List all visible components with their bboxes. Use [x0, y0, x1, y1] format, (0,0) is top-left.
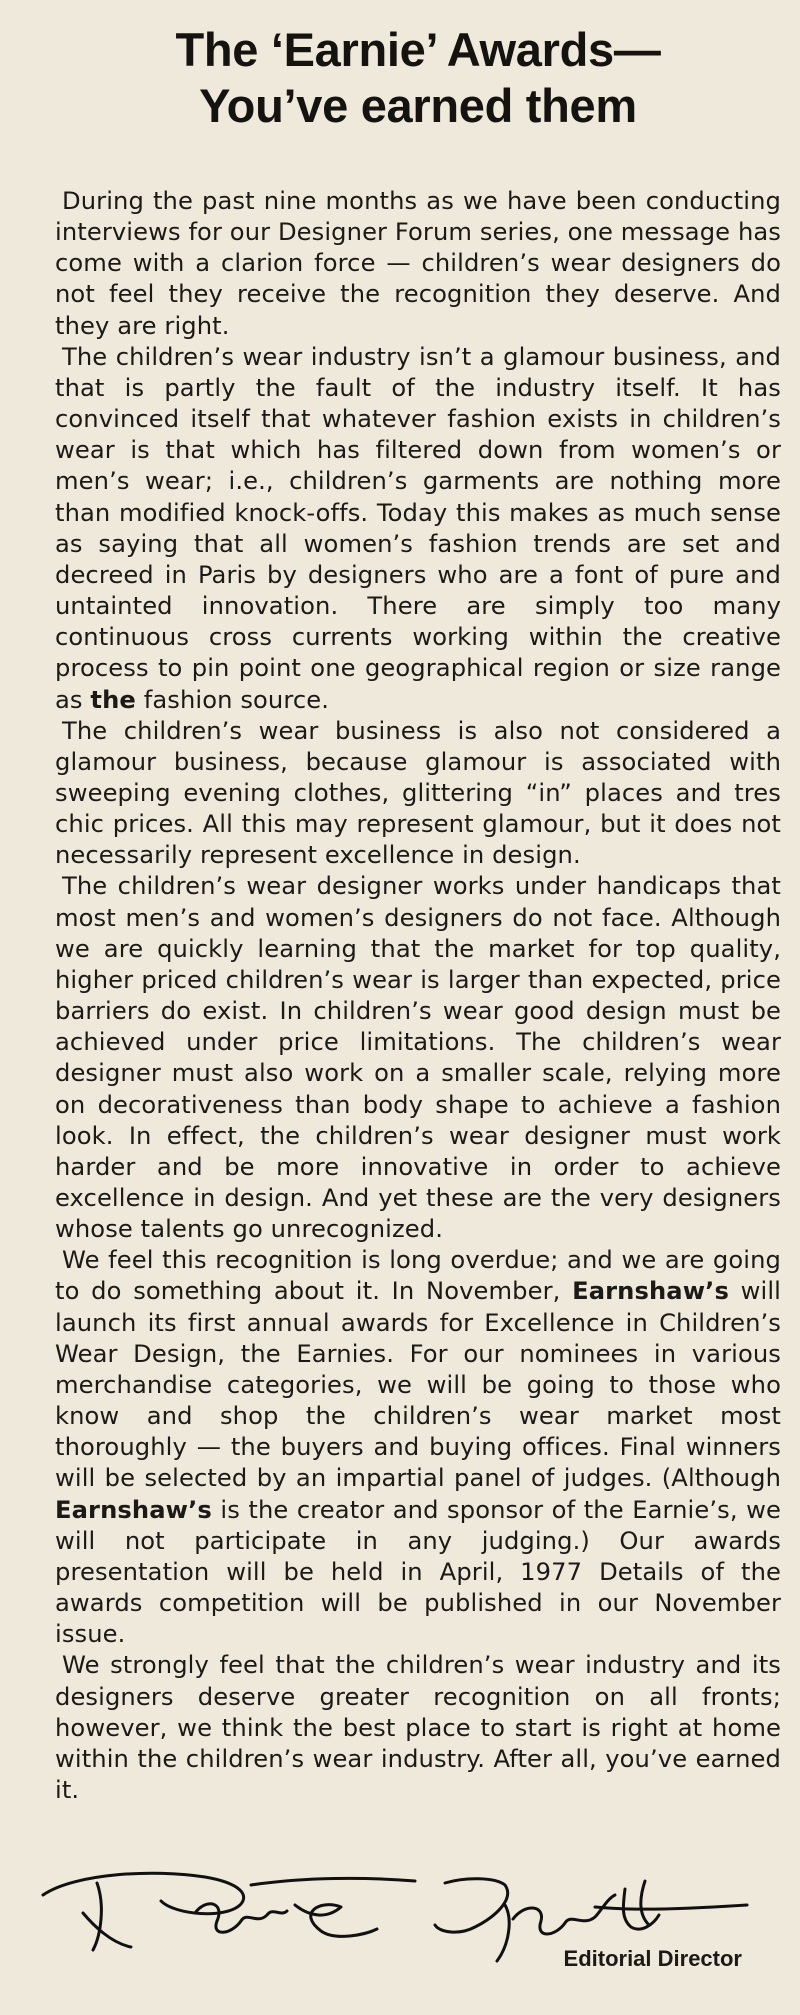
article-title — [55, 22, 781, 134]
paragraph-6: We strongly feel that the children’s wear industry and its designers deserve greater recognition on all fronts; however, we think the best place to start is right at home within the children’s wear industry. After all, you’ve earned it. — [55, 1651, 781, 1804]
bold-word: the — [90, 685, 136, 714]
paragraph-5: We feel this recognition is long overdue; and we are going to do something about it. In November, Earnshaw’s will launch its first annual awards for Excellence in Children’s Wear Design, the Earnies. For our nominees in various merchandise categories, we will be going to those who know and shop the children’s wear market most thoroughly — the buyers and buying offices. Final winners will be selected by an impartial panel of judges. (Although Earnshaw’s is the creator and sponsor of the Earnie’s, we will not participate in any judging.) Our awards presentation will be held in April, 1977 Details of the awards competition will be published in our November issue. — [55, 1246, 781, 1649]
title-line-1: The ‘Earnie’ Awards— — [175, 23, 661, 76]
paragraph-3: The children’s wear business is also not considered a glamour business, because glamour is associated with sweeping evening clothes, glittering “in” places and tres chic prices. All this may represent glamour, but it does not necessarily represent excellence in design. — [55, 716, 781, 870]
article-body — [55, 186, 781, 1806]
paragraph-2: The children’s wear industry isn’t a glamour business, and that is partly the fault of the industry itself. It has convinced itself that whatever fashion exists in children’s wear is that which has filtered down from women’s or men’s wear; i.e., children’s garments are nothing more than modified knock-offs. Today this makes as much sense as saying that all women’s fashion trends are set and decreed in Paris by designers who are a font of pure and untainted innovation. There are simply too many continuous cross currents working within the creative process to pin point one geographical region or size range as the fashion source. — [55, 342, 781, 714]
editorial-director-label: Editorial Director — [563, 1946, 742, 1971]
paragraph-1: During the past nine months as we have been conducting interviews for our Designer Forum series, one message has come with a clarion force — children’s wear designers do not feel they receive the recognition they deserve. And they are right. — [55, 187, 781, 340]
bold-earnshaws-1: Earnshaw’s — [572, 1277, 729, 1306]
title-line-2: You’ve earned them — [199, 79, 637, 132]
paragraph-4: The children’s wear designer works under handicaps that most men’s and women’s designers do not face. Although we are quickly learning that the market for top quality, higher priced children’s wear is larger than expected, price barriers do exist. In children’s wear good design must be achieved under price limitations. The children’s wear designer must also work on a smaller scale, relying more on decorativeness than body shape to achieve a fashion look. In effect, the children’s wear designer must work harder and be more innovative in order to achieve excellence in design. And yet these are the very designers whose talents go unrecognized. — [55, 872, 781, 1244]
bold-earnshaws-2: Earnshaw’s — [55, 1495, 212, 1524]
